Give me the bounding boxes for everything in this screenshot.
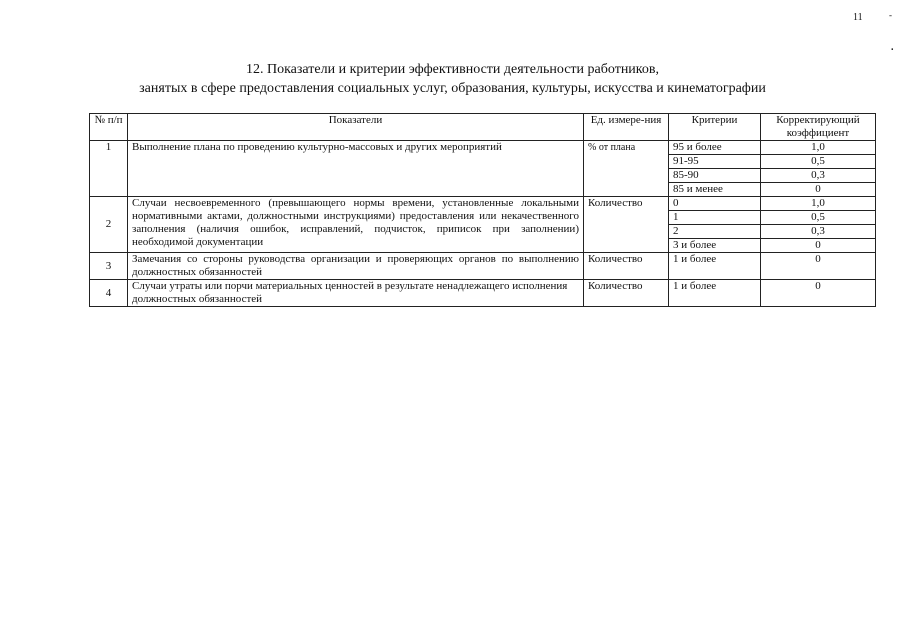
- row-num: 1: [90, 141, 128, 197]
- row-unit: % от плана: [584, 141, 669, 197]
- row-coef: 1,0: [761, 141, 876, 155]
- row-coef: 1,0: [761, 197, 876, 211]
- row-criterion: 91-95: [669, 155, 761, 169]
- row-coef: 0,3: [761, 169, 876, 183]
- row-coef: 0,5: [761, 155, 876, 169]
- row-indicator: Случаи утраты или порчи материальных ценностей в результате ненадлежащего исполнения должностных обязанностей: [128, 280, 584, 307]
- row-unit: Количество: [584, 197, 669, 253]
- title-line-2: занятых в сфере предоставления социальных услуг, образования, культуры, искусства и кинематографии: [139, 81, 766, 96]
- row-unit: Количество: [584, 253, 669, 280]
- row-num: 2: [90, 197, 128, 253]
- page-mark: -: [889, 10, 892, 20]
- row-indicator: Замечания со стороны руководства организации и проверяющих органов по выполнению должностных обязанностей: [128, 253, 584, 280]
- criteria-table: [89, 113, 876, 307]
- header-coef: Корректирующий коэффициент: [761, 114, 876, 141]
- row-criterion: 1: [669, 211, 761, 225]
- row-criterion: 0: [669, 197, 761, 211]
- row-coef: 0,3: [761, 225, 876, 239]
- table-header-row: [90, 114, 876, 141]
- row-indicator: Случаи несвоевременного (превышающего нормы времени, установленные локальными нормативными актами, должностными инструкциями) предоставления или некачественного заполнения (наличия ошибок, исправлений, подчисток, приписок при заполнении) необходимой документации: [128, 197, 584, 253]
- page-number: 11: [853, 12, 863, 23]
- row-criterion: 95 и более: [669, 141, 761, 155]
- row-criterion: 85-90: [669, 169, 761, 183]
- header-num: № п/п: [90, 114, 128, 141]
- header-unit: Ед. измере-ния: [584, 114, 669, 141]
- row-coef: 0: [761, 239, 876, 253]
- row-coef: 0: [761, 253, 876, 280]
- title-line-1: 12. Показатели и критерии эффективности деятельности работников,: [245, 62, 659, 77]
- page-dot: .: [891, 42, 894, 53]
- table-row: [90, 280, 876, 307]
- row-num: 4: [90, 280, 128, 307]
- row-num: 3: [90, 253, 128, 280]
- row-criterion: 2: [669, 225, 761, 239]
- table-row: [90, 141, 876, 155]
- header-criteria: Критерии: [669, 114, 761, 141]
- table-row: [90, 253, 876, 280]
- row-coef: 0: [761, 280, 876, 307]
- row-criterion: 1 и более: [669, 253, 761, 280]
- row-criterion: 3 и более: [669, 239, 761, 253]
- row-criterion: 85 и менее: [669, 183, 761, 197]
- row-coef: 0,5: [761, 211, 876, 225]
- row-indicator: Выполнение плана по проведению культурно-массовых и других мероприятий: [128, 141, 584, 197]
- header-indicator: Показатели: [128, 114, 584, 141]
- page-title: [0, 60, 905, 98]
- row-coef: 0: [761, 183, 876, 197]
- row-criterion: 1 и более: [669, 280, 761, 307]
- row-unit: Количество: [584, 280, 669, 307]
- table-row: [90, 197, 876, 211]
